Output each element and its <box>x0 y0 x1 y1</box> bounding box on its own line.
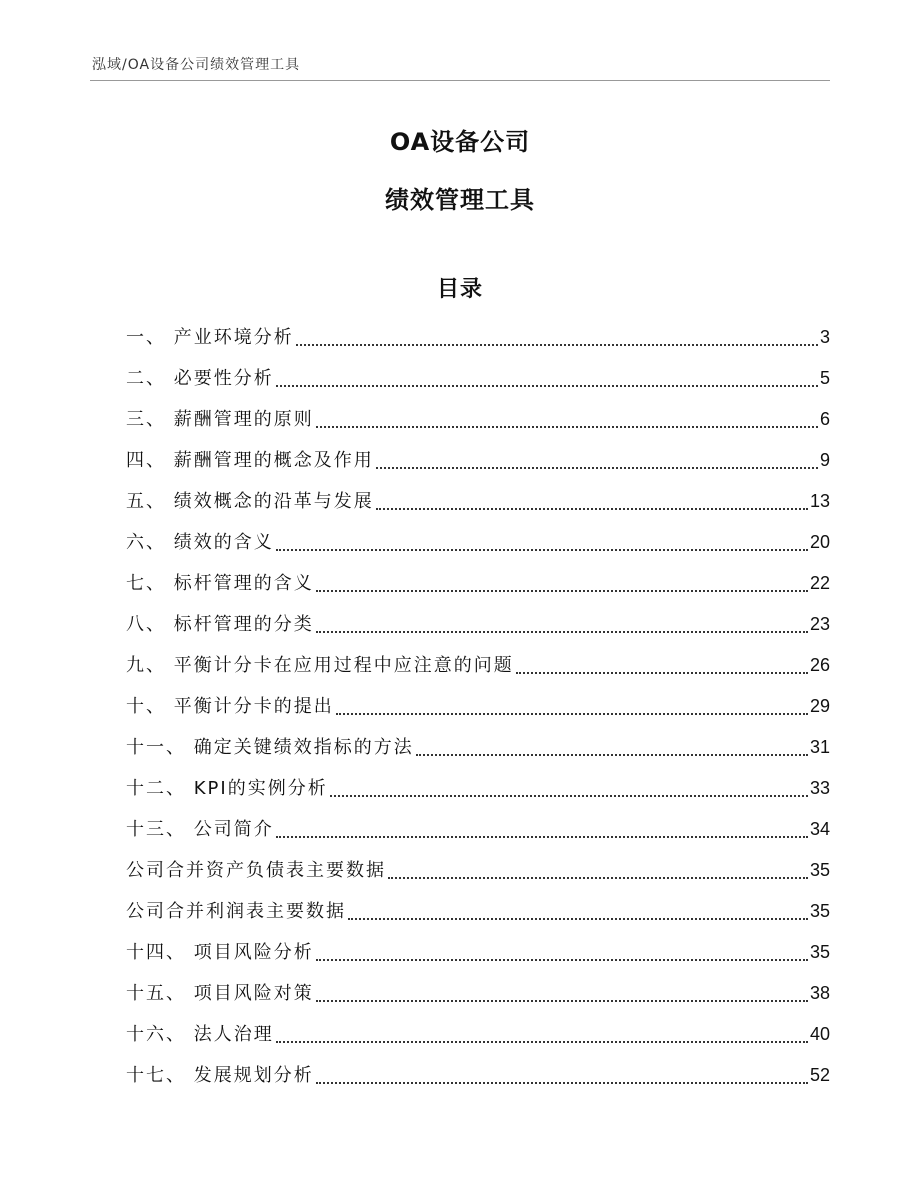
toc-entry[interactable] <box>126 563 830 604</box>
document-title-company: OA设备公司 <box>389 128 531 156</box>
toc-dot-leader <box>376 508 808 510</box>
toc-entry-label: 十六、 法人治理 <box>126 1024 274 1045</box>
header-divider <box>90 80 830 81</box>
toc-entry[interactable] <box>126 727 830 768</box>
running-header: 泓域/OA设备公司绩效管理工具 <box>92 57 301 73</box>
toc-entry-label: 公司合并利润表主要数据 <box>126 901 346 922</box>
toc-dot-leader <box>330 795 808 797</box>
toc-entry-label: 二、 必要性分析 <box>126 368 274 389</box>
toc-dot-leader <box>316 1082 808 1084</box>
document-title-subject: 绩效管理工具 <box>385 186 535 214</box>
toc-dot-leader <box>516 672 808 674</box>
toc-entry-page: 5 <box>819 368 830 388</box>
toc-entry-page: 3 <box>819 327 830 347</box>
toc-entry[interactable] <box>126 809 830 850</box>
toc-entry-page: 9 <box>819 450 830 470</box>
toc-dot-leader <box>276 385 818 387</box>
toc-entry-label: 公司合并资产负债表主要数据 <box>126 860 386 881</box>
table-of-contents <box>126 317 830 1096</box>
toc-entry-page: 23 <box>809 614 830 634</box>
toc-entry-page: 35 <box>809 901 830 921</box>
toc-entry-label: 十五、 项目风险对策 <box>126 983 314 1004</box>
toc-entry-page: 31 <box>809 737 830 757</box>
toc-dot-leader <box>316 631 808 633</box>
toc-entry[interactable] <box>126 481 830 522</box>
toc-entry-page: 34 <box>809 819 830 839</box>
toc-entry[interactable] <box>126 686 830 727</box>
toc-entry[interactable] <box>126 645 830 686</box>
toc-dot-leader <box>296 344 818 346</box>
toc-entry-page: 20 <box>809 532 830 552</box>
toc-dot-leader <box>276 549 808 551</box>
toc-entry-label: 六、 绩效的含义 <box>126 532 274 553</box>
toc-entry[interactable] <box>126 358 830 399</box>
toc-entry[interactable] <box>126 317 830 358</box>
toc-dot-leader <box>388 877 808 879</box>
toc-entry-label: 十四、 项目风险分析 <box>126 942 314 963</box>
toc-entry[interactable] <box>126 1055 830 1096</box>
toc-entry[interactable] <box>126 973 830 1014</box>
toc-entry[interactable] <box>126 850 830 891</box>
toc-entry-page: 26 <box>809 655 830 675</box>
toc-dot-leader <box>316 426 818 428</box>
toc-entry[interactable] <box>126 522 830 563</box>
toc-entry[interactable] <box>126 604 830 645</box>
toc-entry[interactable] <box>126 932 830 973</box>
toc-dot-leader <box>336 713 808 715</box>
toc-entry-page: 52 <box>809 1065 830 1085</box>
toc-dot-leader <box>416 754 808 756</box>
toc-entry-label: 一、 产业环境分析 <box>126 327 294 348</box>
toc-entry-page: 13 <box>809 491 830 511</box>
toc-entry-page: 22 <box>809 573 830 593</box>
toc-entry-label: 八、 标杆管理的分类 <box>126 614 314 635</box>
toc-heading: 目录 <box>436 277 483 302</box>
toc-entry-label: 三、 薪酬管理的原则 <box>126 409 314 430</box>
toc-dot-leader <box>316 959 808 961</box>
toc-entry[interactable] <box>126 440 830 481</box>
toc-dot-leader <box>276 1041 808 1043</box>
toc-entry[interactable] <box>126 891 830 932</box>
toc-entry-page: 38 <box>809 983 830 1003</box>
toc-entry[interactable] <box>126 1014 830 1055</box>
toc-entry-label: 四、 薪酬管理的概念及作用 <box>126 450 374 471</box>
toc-entry-label: 五、 绩效概念的沿革与发展 <box>126 491 374 512</box>
toc-entry-page: 29 <box>809 696 830 716</box>
toc-dot-leader <box>376 467 818 469</box>
toc-entry-page: 6 <box>819 409 830 429</box>
toc-entry-page: 35 <box>809 942 830 962</box>
toc-dot-leader <box>276 836 808 838</box>
toc-entry-label: 九、 平衡计分卡在应用过程中应注意的问题 <box>126 655 514 676</box>
toc-entry-label: 七、 标杆管理的含义 <box>126 573 314 594</box>
toc-entry-page: 40 <box>809 1024 830 1044</box>
toc-entry[interactable] <box>126 768 830 809</box>
toc-entry-label: 十七、 发展规划分析 <box>126 1065 314 1086</box>
toc-dot-leader <box>316 590 808 592</box>
toc-entry-page: 33 <box>809 778 830 798</box>
toc-entry-label: 十一、 确定关键绩效指标的方法 <box>126 737 414 758</box>
toc-entry-label: 十三、 公司简介 <box>126 819 274 840</box>
toc-entry-label: 十二、 KPI的实例分析 <box>126 778 328 799</box>
toc-entry-page: 35 <box>809 860 830 880</box>
toc-entry-label: 十、 平衡计分卡的提出 <box>126 696 334 717</box>
toc-entry[interactable] <box>126 399 830 440</box>
toc-dot-leader <box>348 918 808 920</box>
toc-dot-leader <box>316 1000 808 1002</box>
